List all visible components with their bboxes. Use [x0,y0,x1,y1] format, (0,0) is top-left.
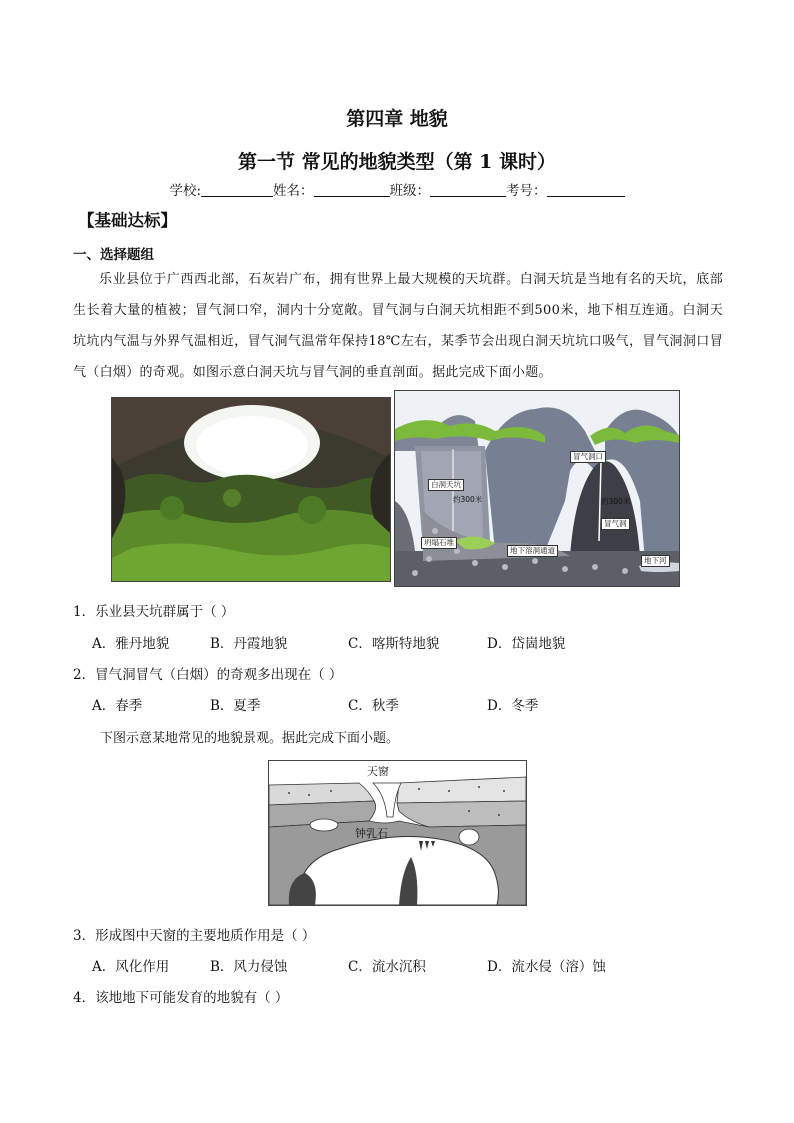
name-blank[interactable] [314,182,390,197]
label-stalactite: 钟乳石 [355,827,388,840]
part-title: 一、选择题组 [73,247,154,263]
passage-2: 下图示意某地常见的地貌景观。据此完成下面小题。 [100,731,400,746]
student-info-line [0,179,794,199]
question-3-option-a[interactable]: A．风化作用 [92,959,170,975]
label-vent-cave: 冒气洞 [601,518,630,530]
question-3-option-d[interactable]: D．流水侵（溶）蚀 [487,959,606,975]
label-baidong-sinkhole: 白洞天坑 [428,479,464,491]
question-2-option-b[interactable]: B．夏季 [210,698,261,714]
question-2-option-d[interactable]: D．冬季 [487,698,539,714]
question-1-option-c[interactable]: C．喀斯特地貌 [348,636,440,652]
label-underground-channel: 地下溶洞通道 [507,545,558,557]
class-blank[interactable] [430,182,506,197]
label-skylight: 天窗 [367,765,389,778]
class-label: 班级： [389,183,431,199]
karst-landscape-diagram [268,760,527,906]
question-1-option-b[interactable]: B．丹霞地貌 [210,636,288,652]
exam-no-blank[interactable] [547,182,625,197]
school-blank[interactable] [201,182,273,197]
cross-section-diagram [394,390,680,587]
question-4-stem: 4．该地地下可能发育的地貌有（ ） [73,990,289,1006]
question-1-option-d[interactable]: D．岱崮地貌 [487,636,566,652]
question-2-option-c[interactable]: C．秋季 [348,698,399,714]
label-depth-right: 约300米 [601,497,631,506]
question-1-option-a[interactable]: A．雅丹地貌 [92,636,170,652]
karst-landscape-drawing [269,761,526,905]
label-underground-river: 地下河 [641,555,670,567]
chapter-title: 第四章 地貌 [346,108,448,130]
question-2-option-a[interactable]: A．春季 [92,698,143,714]
question-3-option-c[interactable]: C．流水沉积 [348,959,426,975]
question-3-stem: 3．形成图中天窗的主要地质作用是（ ） [73,928,316,944]
section-title: 第一节 常见的地貌类型（第 1 课时） [237,151,557,173]
question-1-stem: 1．乐业县天坑群属于（ ） [73,604,235,620]
question-3-option-b[interactable]: B．风力侵蚀 [210,959,288,975]
school-label: 学校: [169,183,202,199]
sinkhole-photo [111,397,391,582]
label-vent-mouth: 冒气洞口 [570,451,606,463]
section-banner: 【基础达标】 [78,211,177,230]
question-2-stem: 2．冒气洞冒气（白烟）的奇观多出现在（ ） [73,667,343,683]
name-label: 姓名： [273,183,314,199]
label-collapse-pile: 坍塌石堆 [421,537,457,549]
sinkhole-photo-image [112,398,390,581]
passage-1: 乐业县位于广西西北部，石灰岩广布，拥有世界上最大规模的天坑群。白洞天坑是当地有名的天坑，底部生长着大量的植被；冒气洞口窄，洞内十分宽敞。冒气洞与白洞天坑相距不到500米，地下相互连通。白洞天坑坑内气温与外界气温相近，冒气洞气温常年保持18℃左右，某季节会出现白洞天坑坑口吸气，冒气洞洞口冒气（白烟）的奇观。如图示意白洞天坑与冒气洞的垂直剖面。据此完成下面小题。 [73,272,723,380]
label-depth-left: 约300米 [453,495,483,504]
exam-no-label: 考号： [506,183,547,199]
